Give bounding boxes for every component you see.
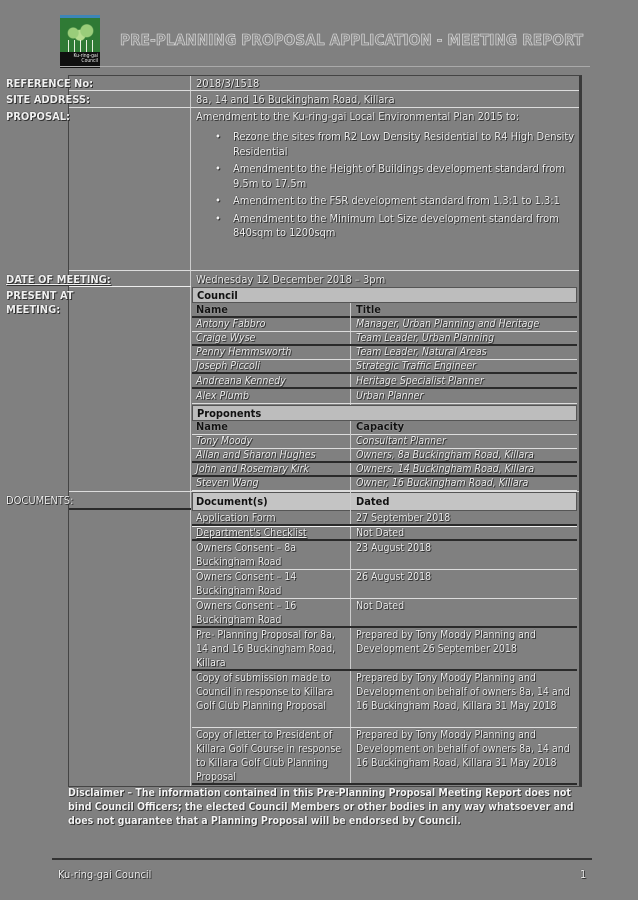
site-address-value: 8a, 14 and 16 Buckingham Road, Killara bbox=[196, 93, 395, 106]
reference-label: REFERENCE No: bbox=[6, 77, 94, 90]
document-dated: Prepared by Tony Moody Planning and Development on behalf of owners 8a, 14 and 16 Buckingham Road, Killara 31 May 2018 bbox=[356, 672, 570, 712]
proponents-col-capacity: Capacity bbox=[356, 420, 405, 433]
proposal-item: • Rezone the sites from R2 Low Density Residential to R4 High Density Residential bbox=[215, 130, 575, 159]
date-label: DATE OF MEETING: bbox=[6, 273, 111, 286]
council-name: Joseph Piccoli bbox=[196, 360, 261, 372]
logo-text: Ku-ring-gai Council bbox=[73, 53, 98, 64]
proponents-heading: Proponents bbox=[197, 407, 262, 420]
council-title: Heritage Specialist Planner bbox=[356, 375, 484, 387]
present-label-line2: MEETING: bbox=[6, 303, 61, 316]
header-divider bbox=[60, 66, 590, 67]
document-name: Department's Checklist bbox=[196, 527, 307, 539]
council-col-name: Name bbox=[196, 303, 228, 316]
proposal-label: PROPOSAL: bbox=[6, 110, 70, 123]
proponents-col-name: Name bbox=[196, 420, 228, 433]
reference-value: 2018/3/1518 bbox=[196, 77, 260, 90]
proposal-intro: Amendment to the Ku-ring-gai Local Environmental Plan 2015 to: bbox=[196, 110, 520, 123]
footer-org: Ku-ring-gai Council bbox=[58, 868, 152, 881]
document-name: Owners Consent – 16 Buckingham Road bbox=[196, 600, 297, 626]
proponent-capacity: Owner, 16 Buckingham Road, Killara bbox=[356, 477, 529, 489]
proponent-capacity: Owners, 8a Buckingham Road, Killara bbox=[356, 449, 534, 461]
proposal-item: • Amendment to the Height of Buildings development standard from 9.5m to 17.5m bbox=[215, 162, 575, 191]
council-title: Manager, Urban Planning and Heritage bbox=[356, 318, 540, 330]
council-name: Antony Fabbro bbox=[196, 318, 266, 330]
present-label-line1: PRESENT AT bbox=[6, 289, 74, 302]
council-col-title: Title bbox=[356, 303, 381, 316]
council-logo bbox=[60, 15, 100, 68]
council-section-header bbox=[192, 287, 577, 303]
proponent-capacity: Owners, 14 Buckingham Road, Killara bbox=[356, 463, 535, 475]
document-name: Owners Consent – 14 Buckingham Road bbox=[196, 571, 297, 597]
document-dated: Not Dated bbox=[356, 600, 405, 612]
proponent-name: Steven Wang bbox=[196, 477, 259, 489]
document-dated: Prepared by Tony Moody Planning and Development on behalf of owners 8a, 14 and 16 Buckingham Road, Killara 31 May 2018 bbox=[356, 729, 570, 769]
document-name: Owners Consent – 8a Buckingham Road bbox=[196, 542, 297, 568]
document-dated: 26 August 2018 bbox=[356, 571, 432, 583]
council-title: Urban Planner bbox=[356, 390, 424, 402]
proponent-name: Tony Moody bbox=[196, 435, 253, 447]
document-dated: Prepared by Tony Moody Planning and Development 26 September 2018 bbox=[356, 629, 536, 655]
date-value: Wednesday 12 December 2018 – 3pm bbox=[196, 273, 386, 286]
site-address-label: SITE ADDRESS: bbox=[6, 93, 90, 106]
council-title: Strategic Traffic Engineer bbox=[356, 360, 477, 372]
footer-divider bbox=[52, 858, 592, 860]
council-name: Alex Plumb bbox=[196, 390, 249, 402]
proponent-name: Allan and Sharon Hughes bbox=[196, 449, 316, 461]
council-name: Andreana Kennedy bbox=[196, 375, 286, 387]
documents-col-doc: Document(s) bbox=[196, 495, 268, 508]
documents-label: DOCUMENTS: bbox=[6, 494, 74, 507]
council-title: Team Leader, Urban Planning bbox=[356, 332, 495, 344]
document-name: Copy of letter to President of Killara Golf Course in response to Killara Golf Club Planning Proposal bbox=[196, 729, 342, 783]
council-title: Team Leader, Natural Areas bbox=[356, 346, 487, 358]
proposal-item: • Amendment to the FSR development standard from 1.3:1 to 1.3:1 bbox=[215, 194, 575, 209]
proponents-section-header bbox=[192, 405, 577, 421]
proponent-capacity: Consultant Planner bbox=[356, 435, 446, 447]
council-heading: Council bbox=[197, 289, 238, 302]
proposal-list bbox=[215, 130, 575, 244]
document-dated: 27 September 2018 bbox=[356, 512, 451, 524]
document-name: Pre- Planning Proposal for 8a, 14 and 16 Buckingham Road, Killara bbox=[196, 629, 336, 669]
document-name: Copy of submission made to Council in response to Killara Golf Club Planning Proposal bbox=[196, 672, 334, 712]
council-name: Penny Hemmsworth bbox=[196, 346, 292, 358]
proposal-item: • Amendment to the Minimum Lot Size development standard from 840sqm to 1200sqm bbox=[215, 212, 575, 241]
disclaimer-text: Disclaimer – The information contained in this Pre-Planning Proposal Meeting Report does not bind Council Officers; the elected Council Members or other bodies in any way whatsoever and does not guarantee that a Planning Proposal will be endorsed by Council. bbox=[68, 787, 574, 827]
document-dated: Not Dated bbox=[356, 527, 405, 539]
documents-col-dated: Dated bbox=[356, 495, 390, 508]
council-name: Craige Wyse bbox=[196, 332, 256, 344]
proponent-name: John and Rosemary Kirk bbox=[196, 463, 310, 475]
document-name: Application Form bbox=[196, 512, 276, 524]
document-dated: 23 August 2018 bbox=[356, 542, 432, 554]
page-title: PRE-PLANNING PROPOSAL APPLICATION - MEETING REPORT bbox=[120, 31, 584, 49]
page-number: 1 bbox=[580, 868, 587, 881]
